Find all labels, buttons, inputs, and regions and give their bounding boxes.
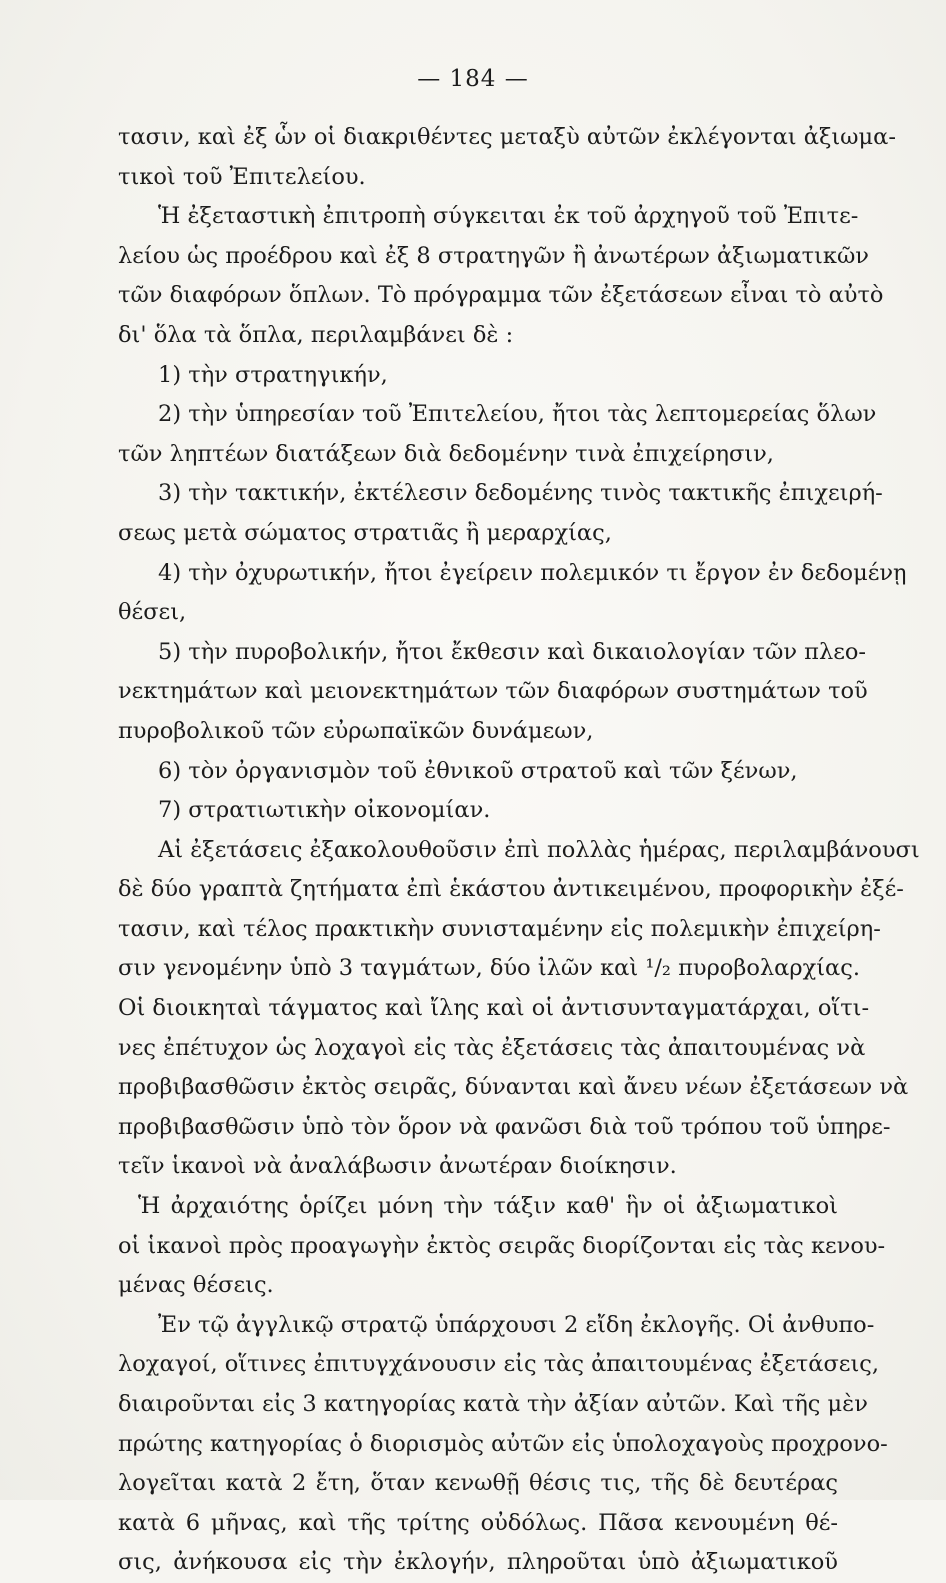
page-number: — 184 —: [417, 66, 529, 92]
text-line: λείου ὡς προέδρου καὶ ἐξ 8 στρατηγῶν ἢ ἀνωτέρων ἀξιωματικῶν: [118, 242, 869, 269]
list-item: 5) τὴν πυροβολικήν, ἤτοι ἔκθεσιν καὶ δικαιολογίαν τῶν πλεο-: [158, 638, 867, 665]
text-line: σεως μετὰ σώματος στρατιᾶς ἢ μεραρχίας,: [118, 519, 612, 546]
text-line: τικοὶ τοῦ Ἐπιτελείου.: [118, 163, 366, 190]
text-line: πρώτης κατηγορίας ὁ διορισμὸς αὐτῶν εἰς ὑπολοχαγοὺς προχρονο-: [118, 1430, 888, 1457]
text-line: δι' ὅλα τὰ ὅπλα, περιλαμβάνει δὲ :: [118, 321, 514, 348]
list-item: 1) τὴν στρατηγικήν,: [158, 361, 388, 388]
text-line: τεῖν ἱκανοὶ νὰ ἀναλάβωσιν ἀνωτέραν διοίκησιν.: [118, 1153, 677, 1180]
text-line: δὲ δύο γραπτὰ ζητήματα ἐπὶ ἑκάστου ἀντικειμένου, προφορικὴν ἐξέ-: [118, 876, 904, 903]
list-item: 7) στρατιωτικὴν οἰκονομίαν.: [158, 797, 491, 824]
text-line: πυροβολικοῦ τῶν εὐρωπαϊκῶν δυνάμεων,: [118, 717, 594, 744]
text-line: κατὰ 6 μῆνας, καὶ τῆς τρίτης οὐδόλως. Πᾶσα κενουμένη θέ-: [118, 1509, 838, 1536]
text-line: προβιβασθῶσιν ἐκτὸς σειρᾶς, δύνανται καὶ ἄνευ νέων ἐξετάσεων νὰ: [118, 1074, 909, 1101]
text-line: σιν γενομένην ὑπὸ 3 ταγμάτων, δύο ἰλῶν καὶ ¹/₂ πυροβολαρχίας.: [118, 955, 860, 982]
list-item: 2) τὴν ὑπηρεσίαν τοῦ Ἐπιτελείου, ἤτοι τὰς λεπτομερείας ὅλων: [158, 401, 877, 428]
text-line: Ἡ ἀρχαιότης ὁρίζει μόνη τὴν τάξιν καθ' ἣν οἱ ἀξιωματικοὶ: [138, 1193, 838, 1220]
text-line: νεκτημάτων καὶ μειονεκτημάτων τῶν διαφόρων συστημάτων τοῦ: [118, 678, 868, 705]
text-line: μένας θέσεις.: [118, 1272, 274, 1299]
text-line: τασιν, καὶ ἐξ ὧν οἱ διακριθέντες μεταξὺ αὐτῶν ἐκλέγονται ἀξιωμα-: [118, 124, 896, 150]
text-line: λοχαγοί, οἵτινες ἐπιτυγχάνουσιν εἰς τὰς ἀπαιτουμένας ἐξετάσεις,: [118, 1351, 880, 1378]
text-line: τῶν διαφόρων ὅπλων. Τὸ πρόγραμμα τῶν ἐξετάσεων εἶναι τὸ αὐτὸ: [118, 282, 884, 309]
text-line: τῶν ληπτέων διατάξεων διὰ δεδομένην τινὰ ἐπιχείρησιν,: [118, 440, 774, 467]
text-line: διαιροῦνται εἰς 3 κατηγορίας κατὰ τὴν ἀξίαν αὐτῶν. Καὶ τῆς μὲν: [118, 1391, 868, 1417]
body-text: [118, 118, 920, 1583]
text-line: θέσει,: [118, 599, 187, 626]
text-line: προβιβασθῶσιν ὑπὸ τὸν ὅρον νὰ φανῶσι διὰ τοῦ τρόπου τοῦ ὑπηρε-: [118, 1113, 891, 1140]
text-line: Ἡ ἐξεταστικὴ ἐπιτροπὴ σύγκειται ἐκ τοῦ ἀρχηγοῦ τοῦ Ἐπιτε-: [158, 203, 859, 230]
text-line: λογεῖται κατὰ 2 ἔτη, ὅταν κενωθῇ θέσις τις, τῆς δὲ δευτέρας: [118, 1470, 838, 1497]
list-item: 6) τὸν ὀργανισμὸν τοῦ ἐθνικοῦ στρατοῦ καὶ τῶν ξένων,: [158, 757, 798, 784]
list-item: 3) τὴν τακτικήν, ἐκτέλεσιν δεδομένης τινὸς τακτικῆς ἐπιχειρή-: [158, 480, 883, 507]
text-line: Οἱ διοικηταὶ τάγματος καὶ ἴλης καὶ οἱ ἀντισυνταγματάρχαι, οἵτι-: [118, 995, 870, 1022]
list-item: 4) τὴν ὀχυρωτικήν, ἤτοι ἐγείρειν πολεμικόν τι ἔργον ἐν δεδομένῃ: [158, 559, 907, 586]
text-line: σις, ἀνήκουσα εἰς τὴν ἐκλογήν, πληροῦται ὑπὸ ἀξιωματικοῦ: [118, 1549, 838, 1576]
text-line: τασιν, καὶ τέλος πρακτικὴν συνισταμένην εἰς πολεμικὴν ἐπιχείρη-: [118, 915, 881, 942]
text-line: Αἱ ἐξετάσεις ἐξακολουθοῦσιν ἐπὶ πολλὰς ἡμέρας, περιλαμβάνουσι: [158, 836, 920, 863]
text-line: οἱ ἱκανοὶ πρὸς προαγωγὴν ἐκτὸς σειρᾶς διορίζονται εἰς τὰς κενου-: [118, 1232, 886, 1259]
text-line: νες ἐπέτυχον ὡς λοχαγοὶ εἰς τὰς ἐξετάσεις τὰς ἀπαιτουμένας νὰ: [118, 1034, 866, 1061]
text-line: Ἐν τῷ ἀγγλικῷ στρατῷ ὑπάρχουσι 2 εἴδη ἐκλογῆς. Οἱ ἀνθυπο-: [158, 1311, 875, 1338]
